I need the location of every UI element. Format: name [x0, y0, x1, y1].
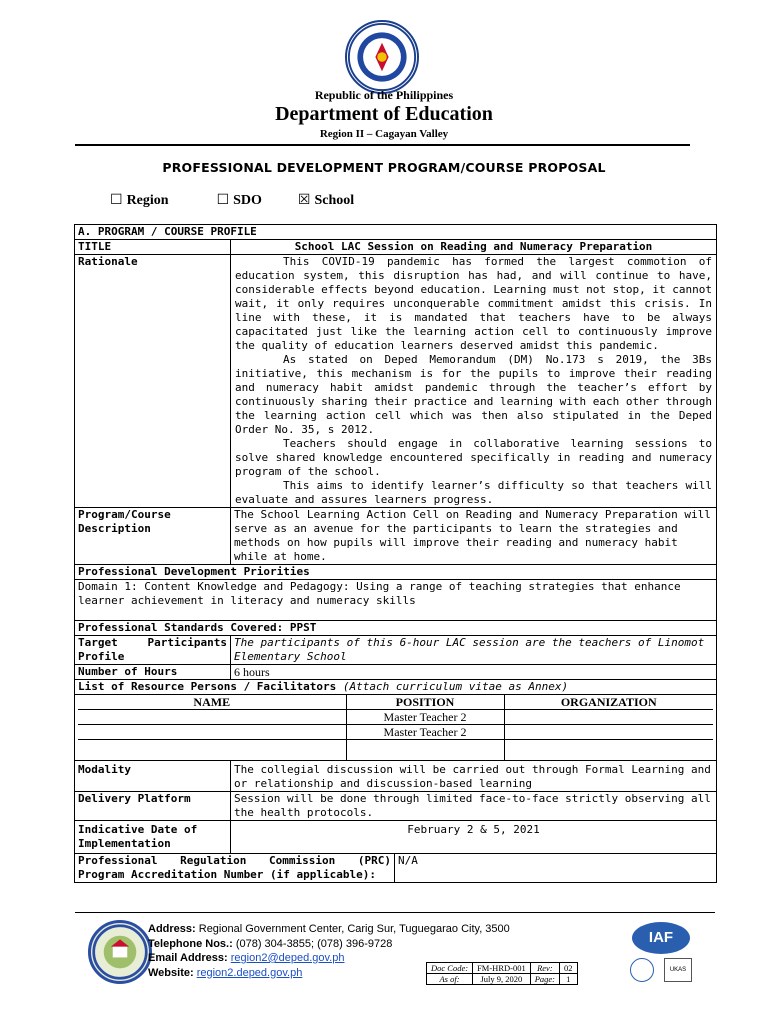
resource-name [78, 710, 346, 725]
phone-label: Telephone Nos.: [148, 937, 233, 950]
resource-position: Master Teacher 2 [346, 725, 504, 740]
standards-label: Professional Standards Covered: PPST [75, 621, 717, 636]
asof-label: As of: [427, 974, 473, 985]
form-title: PROFESSIONAL DEVELOPMENT PROGRAM/COURSE PROPOSAL [162, 160, 606, 175]
description-label: Program/Course Description [75, 508, 231, 565]
resource-name [78, 740, 346, 761]
deped-seal-logo [345, 20, 419, 94]
rationale-paragraph: This aims to identify learner’s difficulty so that teachers will evaluate and assures learners progress. [235, 479, 712, 506]
doc-code-label: Doc Code: [427, 963, 473, 974]
ukas-cert-logo: UKAS [664, 958, 692, 982]
priorities-value: Domain 1: Content Knowledge and Pedagogy: Using a range of teaching strategies that enhance learner achievement in literacy and numeracy skills [75, 580, 717, 621]
hours-value: 6 hours [231, 665, 717, 680]
resource-table-cell [75, 695, 717, 761]
address-value: Regional Government Center, Carig Sur, Tuguegarao City, 3500 [198, 923, 510, 935]
level-checkboxes [110, 192, 354, 209]
republic-label: Republic of the Philippines [314, 88, 454, 102]
rationale-label: Rationale [75, 255, 231, 508]
level-sdo[interactable] [217, 192, 262, 209]
rev-value: 02 [560, 963, 578, 974]
doc-control-table [426, 962, 578, 985]
website-label: Website: [148, 966, 194, 979]
resource-organization [504, 725, 713, 740]
column-header-organization: ORGANIZATION [504, 695, 713, 710]
phone-value: (078) 304-3855; (078) 396-9728 [235, 937, 393, 950]
region-logo [88, 920, 152, 984]
page-label: Page: [530, 974, 559, 985]
resource-organization [504, 710, 713, 725]
hours-label: Number of Hours [75, 665, 231, 680]
doc-code-value: FM-HRD-001 [473, 963, 531, 974]
priorities-label: Professional Development Priorities [75, 565, 717, 580]
email-label: Email Address: [148, 952, 228, 964]
resource-name [78, 725, 346, 740]
column-header-name: NAME [78, 695, 346, 710]
prc-label: Professional Regulation Commission (PRC) Program Accreditation Number (if applicable): [75, 854, 395, 883]
email-link[interactable]: region2@deped.gov.ph [230, 952, 345, 964]
resource-position: Master Teacher 2 [346, 710, 504, 725]
address-label: Address: [148, 923, 196, 935]
resource-note: (Attach curriculum vitae as Annex) [342, 680, 569, 693]
rationale-value [231, 255, 717, 508]
date-label: Indicative Date of Implementation [75, 821, 231, 854]
title-label: TITLE [75, 240, 231, 255]
checkbox-school[interactable]: ☒ [297, 192, 311, 208]
department-name: Department of Education [275, 103, 493, 125]
platform-label: Delivery Platform [75, 792, 231, 821]
table-row [78, 725, 713, 740]
level-sdo-label: SDO [233, 193, 262, 208]
modality-label: Modality [75, 761, 231, 792]
description-value: The School Learning Action Cell on Reading and Numeracy Preparation will serve as an avenue for the participants to learn the strategies and methods on how pupils will improve their reading and numeracy habit while at home. [231, 508, 717, 565]
checkbox-sdo[interactable]: ☐ [216, 192, 230, 208]
prc-value: N/A [395, 854, 717, 883]
page-value: 1 [560, 974, 578, 985]
asof-value: July 9, 2020 [473, 974, 531, 985]
resource-position [346, 740, 504, 761]
column-header-position: POSITION [346, 695, 504, 710]
header-divider [75, 144, 690, 146]
level-school[interactable] [298, 192, 354, 209]
resource-heading [75, 680, 717, 695]
program-profile-table [74, 224, 717, 883]
iso-cert-icon [630, 958, 654, 982]
rationale-paragraph: This COVID-19 pandemic has formed the largest commotion of education system, this disruption has had, and will continue to have, considerable effects beyond education. Learning must not stop, it cannot wait, it only requires unconquerable commitment amidst this crisis. In line with these, it is mandated that teachers have to be always capacitated just like the learning action cell to continuously improve the quality of education learners deserved amidst this pandemic. [235, 255, 712, 352]
resource-label: List of Resource Persons / Facilitators [78, 680, 337, 693]
region-label: Region II – Cagayan Valley [319, 128, 449, 140]
section-a-heading: A. PROGRAM / COURSE PROFILE [75, 225, 717, 240]
date-value: February 2 & 5, 2021 [231, 821, 717, 854]
level-region-label: Region [126, 193, 169, 208]
rev-label: Rev: [530, 963, 559, 974]
title-value: School LAC Session on Reading and Numeracy Preparation [231, 240, 717, 255]
rationale-paragraph: As stated on Deped Memorandum (DM) No.173 s 2019, the 3Bs initiative, this mechanism is for the pupils to improve their reading and numeracy habit amidst pandemic through the teacher’s effort by continuously sharing their practice and learning with each other through the learning action cell which was then also stipulated in the Deped Order No. 35, s 2012. [235, 353, 712, 436]
resource-persons-table [78, 695, 713, 760]
participants-label: Target Participants Profile [75, 636, 231, 665]
level-region[interactable] [110, 192, 169, 209]
modality-value: The collegial discussion will be carried out through Formal Learning and or relationship and discussion-based learning [231, 761, 717, 792]
footer-divider [75, 912, 715, 913]
table-row [78, 740, 713, 761]
participants-value: The participants of this 6-hour LAC session are the teachers of Linomot Elementary School [231, 636, 717, 665]
table-row [78, 710, 713, 725]
checkbox-region[interactable]: ☐ [110, 192, 123, 208]
iaf-logo: IAF [632, 922, 690, 954]
resource-organization [504, 740, 713, 761]
platform-value: Session will be done through limited face-to-face strictly observing all the health protocols. [231, 792, 717, 821]
level-school-label: School [314, 193, 355, 208]
rationale-paragraph: Teachers should engage in collaborative learning sessions to solve shared knowledge encountered specifically in reading and numeracy program of the school. [235, 437, 712, 478]
website-link[interactable]: region2.deped.gov.ph [196, 966, 303, 979]
